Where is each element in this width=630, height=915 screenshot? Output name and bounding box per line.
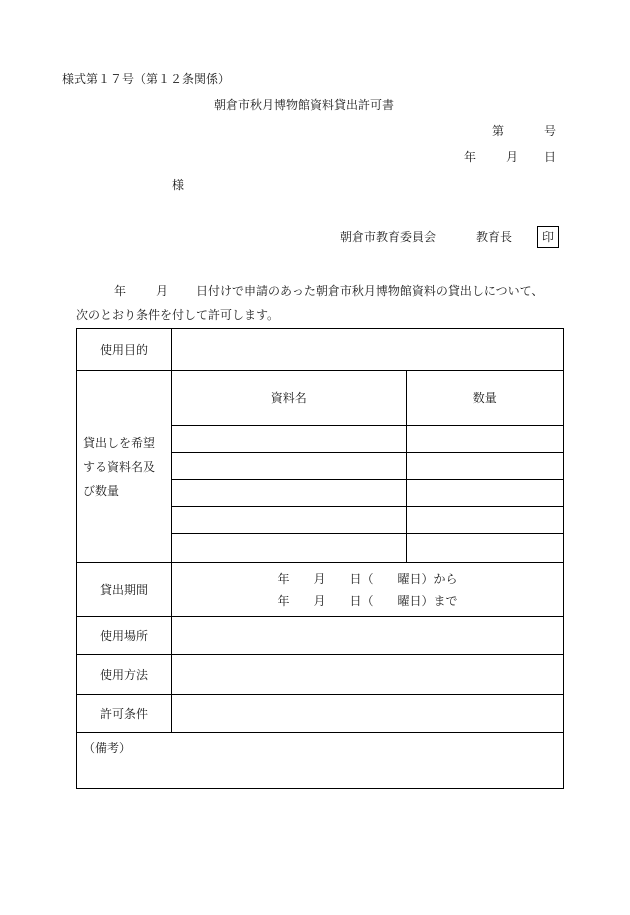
conditions-label: 許可条件: [77, 695, 172, 733]
period-from: 年 月 日（ 曜日）から: [277, 571, 458, 586]
date-year: 年: [464, 150, 477, 164]
items-grid-cell: [172, 371, 564, 563]
body-month: 月: [156, 284, 169, 298]
permit-table: [76, 328, 564, 789]
items-label-line3: び数量: [83, 483, 120, 498]
items-grid: [172, 371, 563, 562]
period-label: 貸出期間: [77, 563, 172, 617]
col-item-name: 資料名: [172, 371, 406, 425]
conditions-field[interactable]: [172, 695, 564, 733]
body-text-line2: 次のとおり条件を付して許可します。: [76, 308, 280, 322]
items-label-line2: する資料名及: [83, 459, 156, 474]
place-label: 使用場所: [77, 617, 172, 655]
remarks-label: （備考）: [83, 741, 132, 755]
purpose-field[interactable]: [172, 329, 564, 371]
place-field[interactable]: [172, 617, 564, 655]
item-name-field[interactable]: [172, 506, 406, 533]
item-quantity-field[interactable]: [406, 452, 563, 479]
item-quantity-field[interactable]: [406, 479, 563, 506]
body-year: 年: [114, 284, 127, 298]
date-day: 日: [544, 150, 557, 164]
number-go: 号: [544, 124, 557, 138]
item-name-field[interactable]: [172, 479, 406, 506]
item-name-field[interactable]: [172, 533, 406, 562]
number-dai: 第: [492, 124, 505, 138]
addressee-suffix: 様: [172, 178, 185, 192]
seal-box: 印: [537, 226, 559, 248]
items-label-line1: 貸出しを希望: [83, 435, 156, 450]
form-number: 様式第１７号（第１２条関係）: [62, 72, 231, 86]
date-month: 月: [506, 150, 519, 164]
item-quantity-field[interactable]: [406, 533, 563, 562]
method-field[interactable]: [172, 655, 564, 695]
purpose-label: 使用目的: [77, 329, 172, 371]
issuer-name: 朝倉市教育委員会: [340, 230, 437, 244]
period-to: 年 月 日（ 曜日）まで: [277, 593, 458, 608]
item-name-field[interactable]: [172, 425, 406, 452]
page-title: 朝倉市秋月博物館資料貸出許可書: [214, 98, 395, 112]
col-quantity: 数量: [406, 371, 563, 425]
issuer-title: 教育長: [476, 230, 513, 244]
body-text-line1: 日付けで申請のあった朝倉市秋月博物館資料の貸出しについて、: [196, 284, 544, 298]
items-label: [77, 371, 172, 563]
item-quantity-field[interactable]: [406, 425, 563, 452]
item-quantity-field[interactable]: [406, 506, 563, 533]
item-name-field[interactable]: [172, 452, 406, 479]
method-label: 使用方法: [77, 655, 172, 695]
period-field[interactable]: [172, 563, 564, 617]
remarks-field[interactable]: [77, 733, 564, 789]
